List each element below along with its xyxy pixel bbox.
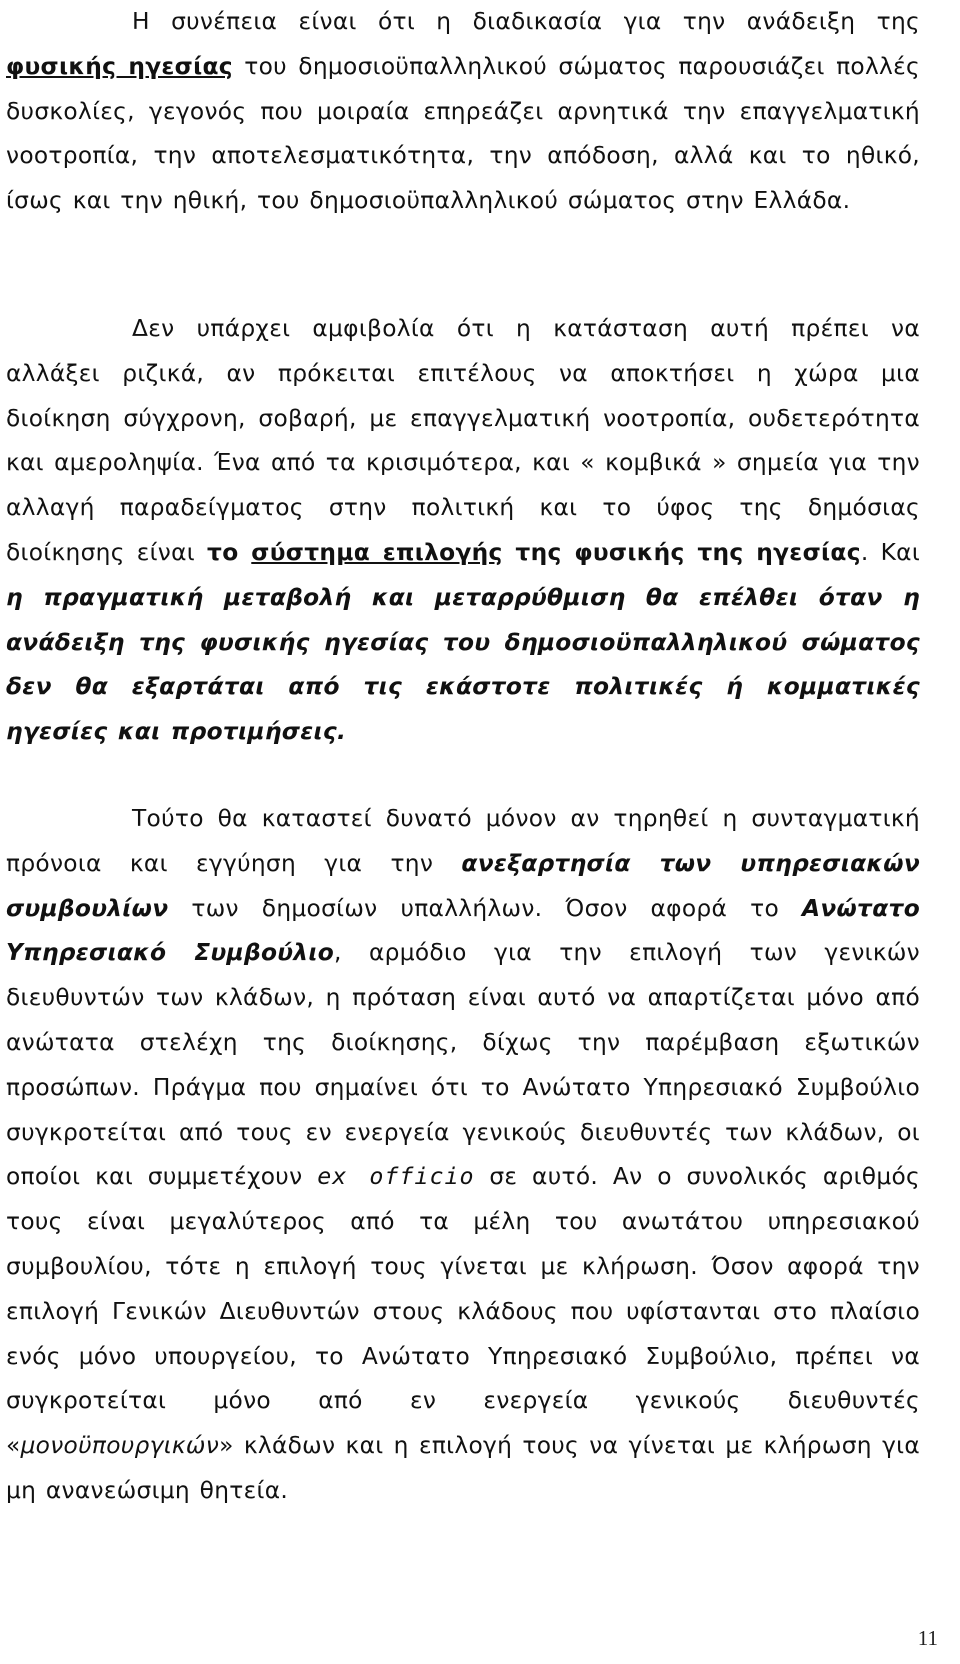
- p3-ex-officio: ex officio: [317, 1163, 475, 1191]
- paragraph-2: [6, 307, 920, 755]
- p3-independence: ανεξαρτησία των υπηρεσιακών συμβουλίων: [6, 849, 921, 922]
- paragraph-1: [6, 0, 920, 224]
- p3-text-d: σε αυτό. Αν ο συνολικός αριθμός τους είναι μεγαλύτερος από τα μέλη του ανωτάτου υπηρεσιακού συμβουλίου, τότε η επιλογή τους γίνεται με κλήρωση. Όσον αφορά την επιλογή Γενικών Διευθυντών στους κλάδους που υφίστανται στο πλαίσιο ενός μόνο υπουργείου, το Ανώτατο Υπηρεσιακό Συμβούλιο, πρέπει να συγκροτείται μόνο από εν ενεργεία γενικούς διευθυντές «: [6, 1163, 920, 1460]
- p1-natural-leadership: φυσικής ηγεσίας: [6, 52, 233, 80]
- p2-real-change: η πραγματική μεταβολή και μεταρρύθμιση θα επέλθει όταν η ανάδειξη της φυσικής ηγεσίας του δημοσιοϋπαλληλικού σώματος δεν θα εξαρτάται από τις εκάστοτε πολιτικές ή κομματικές ηγεσίες και προτιμήσεις.: [6, 583, 920, 746]
- p2-bold-to: το: [207, 538, 252, 566]
- p1-text-b: του δημοσιοϋπαλληλικού σώματος παρουσιάζει πολλές δυσκολίες, γεγονός που μοιραία επηρεάζει αρνητικά την επαγγελματική νοοτροπία, την αποτελεσματικότητα, την απόδοση, αλλά και το ηθικό, ίσως και την ηθική, του δημοσιοϋπαλληλικού σώματος στην Ελλάδα.: [6, 52, 920, 215]
- p3-text-a: Τούτο θα καταστεί δυνατό μόνον αν τηρηθεί η συνταγματική πρόνοια και εγγύηση για την: [6, 805, 920, 877]
- p3-text-b: των δημοσίων υπαλλήλων. Όσον αφορά το: [168, 894, 802, 922]
- p2-text-a: Δεν υπάρχει αμφιβολία ότι η κατάσταση αυτή πρέπει να αλλάξει ριζικά, αν πρόκειται επιτέλους να αποκτήσει η χώρα μια διοίκηση σύγχρονη, σοβαρή, με επαγγελματική νοοτροπία, ουδετερότητα και αμεροληψία. Ένα από τα κρισιμότερα, και « κομβικά » σημεία για την αλλαγή παραδείγματος στην πολιτική και το ύφος της δημόσιας διοίκησης είναι: [6, 315, 920, 566]
- p3-monoministerial: μονοϋπουργικών: [20, 1432, 220, 1460]
- p2-selection-system: σύστημα επιλογής: [251, 538, 503, 566]
- p1-text-a: Η συνέπεια είναι ότι η διαδικασία για την ανάδειξη της: [132, 8, 920, 35]
- p2-text-b: . Και: [860, 538, 921, 566]
- p3-text-e: » κλάδων και η επιλογή τους να γίνεται με κλήρωση για μη ανανεώσιμη θητεία.: [6, 1432, 920, 1504]
- p2-bold-leadership: της φυσικής της ηγεσίας: [502, 538, 861, 566]
- page-number: 11: [917, 1626, 938, 1650]
- p3-supreme-council: Ανώτατο Υπηρεσιακό Συμβούλιο: [6, 894, 920, 967]
- paragraph-3: [6, 797, 920, 1514]
- p3-text-c: , αρμόδιο για την επιλογή των γενικών διευθυντών των κλάδων, η πρόταση είναι αυτό να απαρτίζεται μόνο από ανώτατα στελέχη της διοίκησης, δίχως την παρέμβαση εξωτικών προσώπων. Πράγμα που σημαίνει ότι το Ανώτατο Υπηρεσιακό Συμβούλιο συγκροτείται από τους εν ενεργεία γενικούς διευθυντές των κλάδων, οι οποίοι και συμμετέχουν: [6, 939, 920, 1191]
